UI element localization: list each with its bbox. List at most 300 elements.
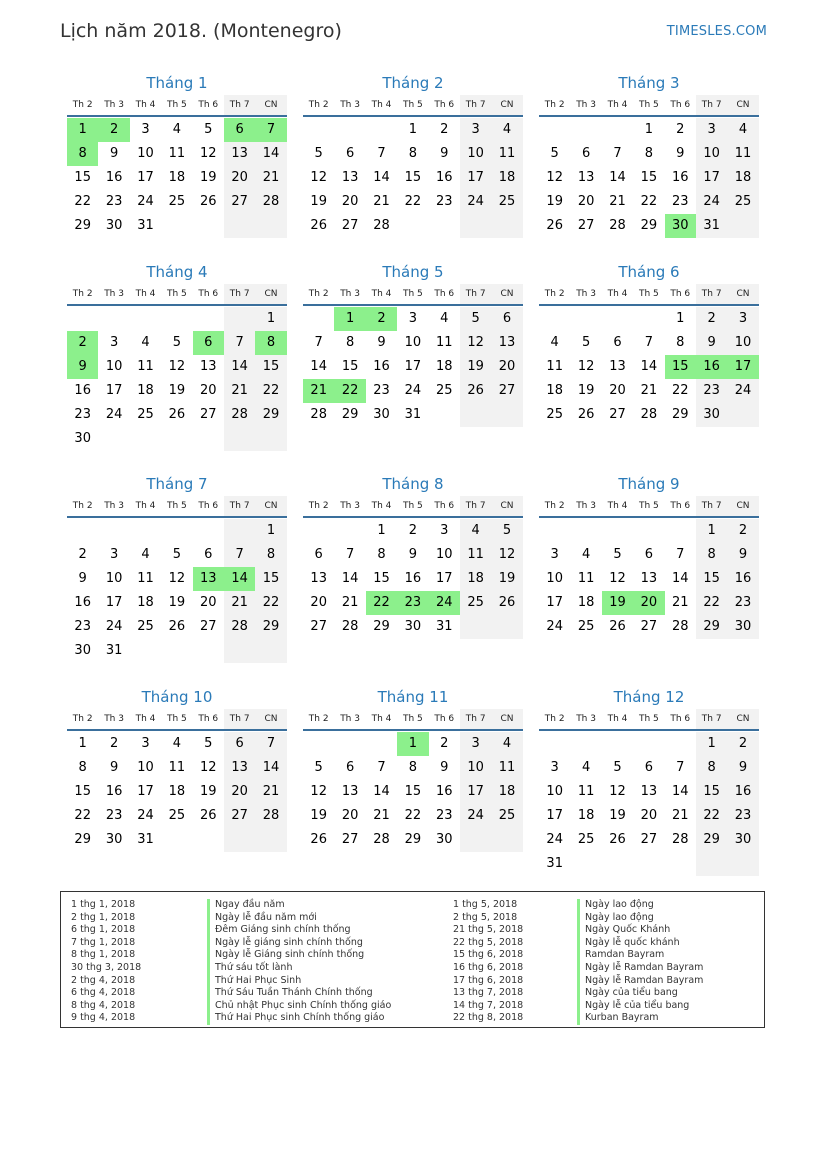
calendar-day[interactable]: 24 — [105, 619, 123, 634]
calendar-day[interactable]: 31 — [137, 832, 154, 847]
calendar-day[interactable]: 18 — [546, 383, 563, 398]
calendar-day[interactable]: 6 — [345, 146, 355, 161]
calendar-day[interactable]: 25 — [137, 407, 154, 422]
calendar-day[interactable]: 17 — [696, 166, 727, 190]
calendar-day[interactable]: 15 — [74, 170, 91, 185]
calendar-day[interactable]: 28 — [373, 218, 390, 233]
calendar-day[interactable]: 2 — [440, 736, 449, 751]
holiday-day[interactable]: 22 — [334, 379, 365, 403]
calendar-day[interactable]: 11 — [577, 571, 595, 586]
calendar-day[interactable]: 3 — [141, 736, 150, 751]
calendar-day[interactable]: 10 — [404, 335, 422, 350]
calendar-day[interactable]: 17 — [546, 808, 563, 823]
calendar-day[interactable]: 2 — [109, 736, 119, 751]
calendar-day[interactable]: 17 — [460, 166, 491, 190]
calendar-day[interactable]: 28 — [609, 218, 626, 233]
calendar-day[interactable]: 1 — [377, 523, 386, 538]
calendar-day[interactable]: 18 — [577, 595, 595, 610]
calendar-day[interactable]: 26 — [168, 619, 186, 634]
calendar-day[interactable]: 20 — [199, 383, 217, 398]
calendar-day[interactable]: 5 — [550, 146, 559, 161]
calendar-day[interactable]: 29 — [373, 619, 390, 634]
calendar-day[interactable]: 19 — [199, 170, 217, 185]
calendar-day[interactable]: 28 — [671, 619, 689, 634]
calendar-day[interactable]: 25 — [168, 808, 186, 823]
calendar-day[interactable]: 27 — [640, 832, 658, 847]
calendar-day[interactable]: 14 — [341, 571, 359, 586]
calendar-day[interactable]: 18 — [435, 359, 453, 374]
holiday-day[interactable]: 15 — [665, 355, 696, 379]
holiday-day[interactable]: 1 — [67, 118, 98, 142]
calendar-day[interactable]: 10 — [727, 331, 758, 355]
calendar-day[interactable]: 6 — [491, 307, 522, 331]
calendar-day[interactable]: 30 — [727, 615, 758, 639]
holiday-day[interactable]: 2 — [67, 331, 98, 355]
calendar-day[interactable]: 24 — [460, 804, 491, 828]
calendar-day[interactable]: 10 — [137, 760, 154, 775]
calendar-day[interactable]: 26 — [609, 832, 626, 847]
calendar-day[interactable]: 11 — [577, 784, 595, 799]
calendar-day[interactable]: 8 — [696, 543, 727, 567]
calendar-day[interactable]: 29 — [255, 615, 286, 639]
calendar-day[interactable]: 7 — [676, 760, 685, 775]
calendar-day[interactable]: 14 — [255, 142, 286, 166]
calendar-day[interactable]: 19 — [577, 383, 595, 398]
calendar-day[interactable]: 14 — [640, 359, 658, 374]
calendar-day[interactable]: 12 — [310, 170, 327, 185]
calendar-day[interactable]: 15 — [74, 784, 91, 799]
calendar-day[interactable]: 7 — [255, 732, 286, 756]
calendar-day[interactable]: 27 — [199, 619, 217, 634]
calendar-day[interactable]: 24 — [546, 832, 563, 847]
calendar-day[interactable]: 27 — [577, 218, 595, 233]
calendar-day[interactable]: 21 — [224, 591, 255, 615]
calendar-day[interactable]: 25 — [546, 407, 563, 422]
calendar-day[interactable]: 16 — [727, 567, 758, 591]
calendar-day[interactable]: 10 — [546, 784, 563, 799]
calendar-day[interactable]: 14 — [671, 784, 689, 799]
calendar-day[interactable]: 13 — [341, 784, 359, 799]
calendar-day[interactable]: 29 — [696, 615, 727, 639]
calendar-day[interactable]: 19 — [460, 355, 491, 379]
calendar-day[interactable]: 17 — [137, 170, 154, 185]
calendar-day[interactable]: 15 — [640, 170, 658, 185]
calendar-day[interactable]: 15 — [341, 359, 359, 374]
calendar-day[interactable]: 10 — [546, 571, 563, 586]
calendar-day[interactable]: 11 — [546, 359, 563, 374]
calendar-day[interactable]: 5 — [314, 146, 323, 161]
calendar-day[interactable]: 30 — [74, 643, 91, 658]
calendar-day[interactable]: 23 — [435, 808, 453, 823]
calendar-day[interactable]: 30 — [373, 407, 390, 422]
calendar-day[interactable]: 15 — [373, 571, 390, 586]
calendar-day[interactable]: 2 — [408, 523, 417, 538]
holiday-day[interactable]: 14 — [224, 567, 255, 591]
calendar-day[interactable]: 2 — [440, 122, 449, 137]
calendar-day[interactable]: 4 — [581, 547, 591, 562]
calendar-day[interactable]: 17 — [105, 595, 123, 610]
calendar-day[interactable]: 25 — [577, 619, 595, 634]
site-name[interactable]: TIMESLES.COM — [666, 24, 767, 39]
calendar-day[interactable]: 10 — [137, 146, 154, 161]
calendar-day[interactable]: 24 — [460, 190, 491, 214]
calendar-day[interactable]: 7 — [644, 335, 653, 350]
calendar-day[interactable]: 15 — [696, 567, 727, 591]
calendar-day[interactable]: 9 — [440, 146, 449, 161]
calendar-day[interactable]: 14 — [609, 170, 626, 185]
calendar-day[interactable]: 27 — [310, 619, 327, 634]
holiday-day[interactable]: 2 — [98, 118, 129, 142]
calendar-day[interactable]: 22 — [404, 808, 422, 823]
holiday-day[interactable]: 22 — [366, 591, 397, 615]
calendar-day[interactable]: 4 — [172, 736, 181, 751]
calendar-day[interactable]: 19 — [491, 567, 522, 591]
calendar-day[interactable]: 21 — [341, 595, 359, 610]
calendar-day[interactable]: 16 — [435, 170, 453, 185]
calendar-day[interactable]: 3 — [696, 118, 727, 142]
calendar-day[interactable]: 15 — [255, 567, 286, 591]
calendar-day[interactable]: 9 — [440, 760, 449, 775]
calendar-day[interactable]: 17 — [435, 571, 453, 586]
calendar-day[interactable]: 7 — [676, 547, 685, 562]
calendar-day[interactable]: 24 — [546, 619, 563, 634]
calendar-day[interactable]: 30 — [727, 828, 758, 852]
calendar-day[interactable]: 27 — [341, 218, 359, 233]
calendar-day[interactable]: 8 — [78, 760, 87, 775]
calendar-day[interactable]: 31 — [696, 214, 727, 238]
calendar-day[interactable]: 13 — [310, 571, 327, 586]
calendar-day[interactable]: 8 — [644, 146, 653, 161]
calendar-day[interactable]: 1 — [255, 307, 286, 331]
calendar-day[interactable]: 27 — [491, 379, 522, 403]
calendar-day[interactable]: 18 — [137, 595, 154, 610]
calendar-day[interactable]: 21 — [671, 595, 689, 610]
calendar-day[interactable]: 19 — [546, 194, 563, 209]
calendar-day[interactable]: 24 — [137, 808, 154, 823]
calendar-day[interactable]: 15 — [404, 784, 422, 799]
calendar-day[interactable]: 26 — [577, 407, 595, 422]
calendar-day[interactable]: 25 — [577, 832, 595, 847]
calendar-day[interactable]: 16 — [74, 383, 91, 398]
calendar-day[interactable]: 5 — [613, 760, 622, 775]
calendar-day[interactable]: 17 — [460, 780, 491, 804]
calendar-day[interactable]: 27 — [199, 407, 217, 422]
calendar-day[interactable]: 24 — [137, 194, 154, 209]
calendar-day[interactable]: 11 — [727, 142, 758, 166]
calendar-day[interactable]: 15 — [404, 170, 422, 185]
holiday-day[interactable]: 17 — [727, 355, 758, 379]
calendar-day[interactable]: 12 — [577, 359, 595, 374]
calendar-day[interactable]: 19 — [168, 383, 186, 398]
calendar-day[interactable]: 9 — [78, 571, 87, 586]
calendar-day[interactable]: 22 — [696, 804, 727, 828]
calendar-day[interactable]: 15 — [696, 780, 727, 804]
calendar-day[interactable]: 9 — [109, 146, 119, 161]
holiday-day[interactable]: 23 — [397, 591, 428, 615]
calendar-day[interactable]: 8 — [345, 335, 355, 350]
calendar-day[interactable]: 11 — [491, 142, 522, 166]
calendar-day[interactable]: 13 — [609, 359, 626, 374]
calendar-day[interactable]: 12 — [460, 331, 491, 355]
calendar-day[interactable]: 24 — [105, 407, 123, 422]
calendar-day[interactable]: 19 — [310, 808, 327, 823]
calendar-day[interactable]: 5 — [613, 547, 622, 562]
calendar-day[interactable]: 7 — [345, 547, 355, 562]
calendar-day[interactable]: 1 — [255, 519, 286, 543]
calendar-day[interactable]: 28 — [373, 832, 390, 847]
calendar-day[interactable]: 26 — [199, 808, 217, 823]
calendar-day[interactable]: 13 — [491, 331, 522, 355]
calendar-day[interactable]: 29 — [640, 218, 658, 233]
calendar-day[interactable]: 2 — [78, 547, 87, 562]
calendar-day[interactable]: 16 — [74, 595, 91, 610]
calendar-day[interactable]: 12 — [168, 359, 186, 374]
calendar-day[interactable]: 10 — [460, 142, 491, 166]
calendar-day[interactable]: 14 — [373, 170, 390, 185]
calendar-day[interactable]: 31 — [105, 643, 123, 658]
calendar-day[interactable]: 4 — [491, 732, 522, 756]
calendar-day[interactable]: 13 — [199, 359, 217, 374]
holiday-day[interactable]: 2 — [366, 307, 397, 331]
calendar-day[interactable]: 17 — [404, 359, 422, 374]
calendar-day[interactable]: 30 — [74, 431, 91, 446]
calendar-day[interactable]: 25 — [137, 619, 154, 634]
calendar-day[interactable]: 14 — [224, 355, 255, 379]
calendar-day[interactable]: 16 — [105, 784, 123, 799]
calendar-day[interactable]: 30 — [404, 619, 422, 634]
calendar-day[interactable]: 10 — [696, 142, 727, 166]
calendar-day[interactable]: 13 — [640, 571, 658, 586]
calendar-day[interactable]: 1 — [696, 519, 727, 543]
calendar-day[interactable]: 25 — [435, 383, 453, 398]
calendar-day[interactable]: 18 — [727, 166, 758, 190]
calendar-day[interactable]: 20 — [491, 355, 522, 379]
calendar-day[interactable]: 4 — [172, 122, 181, 137]
calendar-day[interactable]: 2 — [696, 307, 727, 331]
calendar-day[interactable]: 23 — [74, 407, 91, 422]
calendar-day[interactable]: 6 — [644, 547, 653, 562]
calendar-day[interactable]: 3 — [460, 732, 491, 756]
calendar-day[interactable]: 22 — [74, 194, 91, 209]
calendar-day[interactable]: 25 — [460, 591, 491, 615]
calendar-day[interactable]: 3 — [727, 307, 758, 331]
holiday-day[interactable]: 16 — [696, 355, 727, 379]
calendar-day[interactable]: 19 — [199, 784, 217, 799]
calendar-day[interactable]: 31 — [546, 856, 563, 871]
calendar-day[interactable]: 21 — [255, 166, 286, 190]
calendar-day[interactable]: 6 — [204, 547, 213, 562]
calendar-day[interactable]: 18 — [491, 780, 522, 804]
calendar-day[interactable]: 23 — [105, 194, 123, 209]
calendar-day[interactable]: 1 — [408, 122, 417, 137]
calendar-day[interactable]: 8 — [676, 335, 685, 350]
calendar-day[interactable]: 17 — [105, 383, 123, 398]
calendar-day[interactable]: 6 — [345, 760, 355, 775]
calendar-day[interactable]: 10 — [105, 571, 123, 586]
calendar-day[interactable]: 20 — [577, 194, 595, 209]
calendar-day[interactable]: 28 — [310, 407, 327, 422]
calendar-day[interactable]: 17 — [137, 784, 154, 799]
calendar-day[interactable]: 31 — [435, 619, 453, 634]
calendar-day[interactable]: 9 — [696, 331, 727, 355]
calendar-day[interactable]: 4 — [550, 335, 559, 350]
calendar-day[interactable]: 26 — [199, 194, 217, 209]
holiday-day[interactable]: 6 — [193, 331, 224, 355]
calendar-day[interactable]: 16 — [105, 170, 123, 185]
calendar-day[interactable]: 25 — [491, 190, 522, 214]
calendar-day[interactable]: 3 — [141, 122, 150, 137]
calendar-day[interactable]: 4 — [581, 760, 591, 775]
calendar-day[interactable]: 5 — [172, 335, 181, 350]
calendar-day[interactable]: 20 — [199, 595, 217, 610]
calendar-day[interactable]: 14 — [671, 571, 689, 586]
calendar-day[interactable]: 7 — [224, 543, 255, 567]
calendar-day[interactable]: 30 — [435, 832, 453, 847]
calendar-day[interactable]: 5 — [460, 307, 491, 331]
calendar-day[interactable]: 2 — [676, 122, 685, 137]
holiday-day[interactable]: 6 — [224, 118, 255, 142]
calendar-day[interactable]: 11 — [435, 335, 453, 350]
holiday-day[interactable]: 20 — [633, 591, 664, 615]
calendar-day[interactable]: 4 — [727, 118, 758, 142]
calendar-day[interactable]: 20 — [224, 166, 255, 190]
calendar-day[interactable]: 6 — [581, 146, 591, 161]
calendar-day[interactable]: 1 — [676, 311, 685, 326]
calendar-day[interactable]: 15 — [255, 355, 286, 379]
calendar-day[interactable]: 7 — [377, 146, 386, 161]
calendar-day[interactable]: 25 — [168, 194, 186, 209]
calendar-day[interactable]: 8 — [696, 756, 727, 780]
calendar-day[interactable]: 26 — [460, 379, 491, 403]
calendar-day[interactable]: 22 — [696, 591, 727, 615]
holiday-day[interactable]: 1 — [397, 732, 428, 756]
calendar-day[interactable]: 29 — [74, 832, 91, 847]
calendar-day[interactable]: 18 — [460, 567, 491, 591]
calendar-day[interactable]: 18 — [168, 784, 186, 799]
calendar-day[interactable]: 9 — [377, 335, 386, 350]
calendar-day[interactable]: 19 — [168, 595, 186, 610]
calendar-day[interactable]: 19 — [310, 194, 327, 209]
holiday-day[interactable]: 30 — [665, 214, 696, 238]
calendar-day[interactable]: 22 — [255, 379, 286, 403]
calendar-day[interactable]: 21 — [609, 194, 626, 209]
holiday-day[interactable]: 8 — [255, 331, 286, 355]
calendar-day[interactable]: 8 — [377, 547, 386, 562]
calendar-day[interactable]: 1 — [696, 732, 727, 756]
calendar-day[interactable]: 12 — [609, 784, 626, 799]
calendar-day[interactable]: 7 — [613, 146, 622, 161]
calendar-day[interactable]: 23 — [696, 379, 727, 403]
holiday-day[interactable]: 19 — [602, 591, 633, 615]
calendar-day[interactable]: 27 — [341, 832, 359, 847]
calendar-day[interactable]: 25 — [491, 804, 522, 828]
calendar-day[interactable]: 28 — [341, 619, 359, 634]
calendar-day[interactable]: 4 — [141, 335, 150, 350]
calendar-day[interactable]: 6 — [224, 732, 255, 756]
calendar-day[interactable]: 24 — [404, 383, 422, 398]
calendar-day[interactable]: 12 — [491, 543, 522, 567]
calendar-day[interactable]: 26 — [168, 407, 186, 422]
calendar-day[interactable]: 18 — [577, 808, 595, 823]
calendar-day[interactable]: 11 — [460, 543, 491, 567]
calendar-day[interactable]: 28 — [640, 407, 658, 422]
calendar-day[interactable]: 28 — [255, 190, 286, 214]
calendar-day[interactable]: 14 — [310, 359, 327, 374]
calendar-day[interactable]: 10 — [435, 547, 453, 562]
holiday-day[interactable]: 24 — [429, 591, 460, 615]
calendar-day[interactable]: 9 — [408, 547, 417, 562]
calendar-day[interactable]: 22 — [74, 808, 91, 823]
calendar-day[interactable]: 3 — [109, 335, 119, 350]
calendar-day[interactable]: 12 — [199, 760, 217, 775]
calendar-day[interactable]: 23 — [727, 591, 758, 615]
calendar-day[interactable]: 10 — [105, 359, 123, 374]
calendar-day[interactable]: 12 — [546, 170, 563, 185]
calendar-day[interactable]: 13 — [341, 170, 359, 185]
calendar-day[interactable]: 30 — [696, 403, 727, 427]
calendar-day[interactable]: 21 — [373, 194, 390, 209]
calendar-day[interactable]: 27 — [224, 804, 255, 828]
calendar-day[interactable]: 28 — [224, 403, 255, 427]
calendar-day[interactable]: 21 — [640, 383, 658, 398]
calendar-day[interactable]: 23 — [671, 194, 689, 209]
calendar-day[interactable]: 24 — [696, 190, 727, 214]
calendar-day[interactable]: 3 — [440, 523, 449, 538]
calendar-day[interactable]: 4 — [141, 547, 150, 562]
calendar-day[interactable]: 29 — [671, 407, 689, 422]
calendar-day[interactable]: 5 — [491, 519, 522, 543]
holiday-day[interactable]: 8 — [67, 142, 98, 166]
calendar-day[interactable]: 20 — [341, 808, 359, 823]
calendar-day[interactable]: 16 — [404, 571, 422, 586]
calendar-day[interactable]: 23 — [74, 619, 91, 634]
calendar-day[interactable]: 5 — [204, 122, 213, 137]
calendar-day[interactable]: 26 — [609, 619, 626, 634]
calendar-day[interactable]: 11 — [491, 756, 522, 780]
calendar-day[interactable]: 20 — [310, 595, 327, 610]
calendar-day[interactable]: 21 — [671, 808, 689, 823]
calendar-day[interactable]: 9 — [676, 146, 685, 161]
calendar-day[interactable]: 23 — [435, 194, 453, 209]
calendar-day[interactable]: 18 — [491, 166, 522, 190]
calendar-day[interactable]: 5 — [314, 760, 323, 775]
calendar-day[interactable]: 16 — [727, 780, 758, 804]
calendar-day[interactable]: 4 — [491, 118, 522, 142]
calendar-day[interactable]: 31 — [137, 218, 154, 233]
calendar-day[interactable]: 16 — [435, 784, 453, 799]
calendar-day[interactable]: 13 — [224, 756, 255, 780]
calendar-day[interactable]: 31 — [404, 407, 422, 422]
calendar-day[interactable]: 3 — [550, 547, 559, 562]
calendar-day[interactable]: 9 — [727, 756, 758, 780]
calendar-day[interactable]: 19 — [609, 808, 626, 823]
calendar-day[interactable]: 9 — [109, 760, 119, 775]
calendar-day[interactable]: 11 — [168, 760, 186, 775]
calendar-day[interactable]: 26 — [310, 832, 327, 847]
calendar-day[interactable]: 12 — [310, 784, 327, 799]
calendar-day[interactable]: 7 — [377, 760, 386, 775]
calendar-day[interactable]: 22 — [255, 591, 286, 615]
calendar-day[interactable]: 14 — [373, 784, 390, 799]
holiday-day[interactable]: 9 — [67, 355, 98, 379]
calendar-day[interactable]: 3 — [460, 118, 491, 142]
calendar-day[interactable]: 23 — [373, 383, 390, 398]
calendar-day[interactable]: 3 — [550, 760, 559, 775]
calendar-day[interactable]: 23 — [727, 804, 758, 828]
calendar-day[interactable]: 20 — [640, 808, 658, 823]
calendar-day[interactable]: 13 — [224, 142, 255, 166]
calendar-day[interactable]: 5 — [172, 547, 181, 562]
